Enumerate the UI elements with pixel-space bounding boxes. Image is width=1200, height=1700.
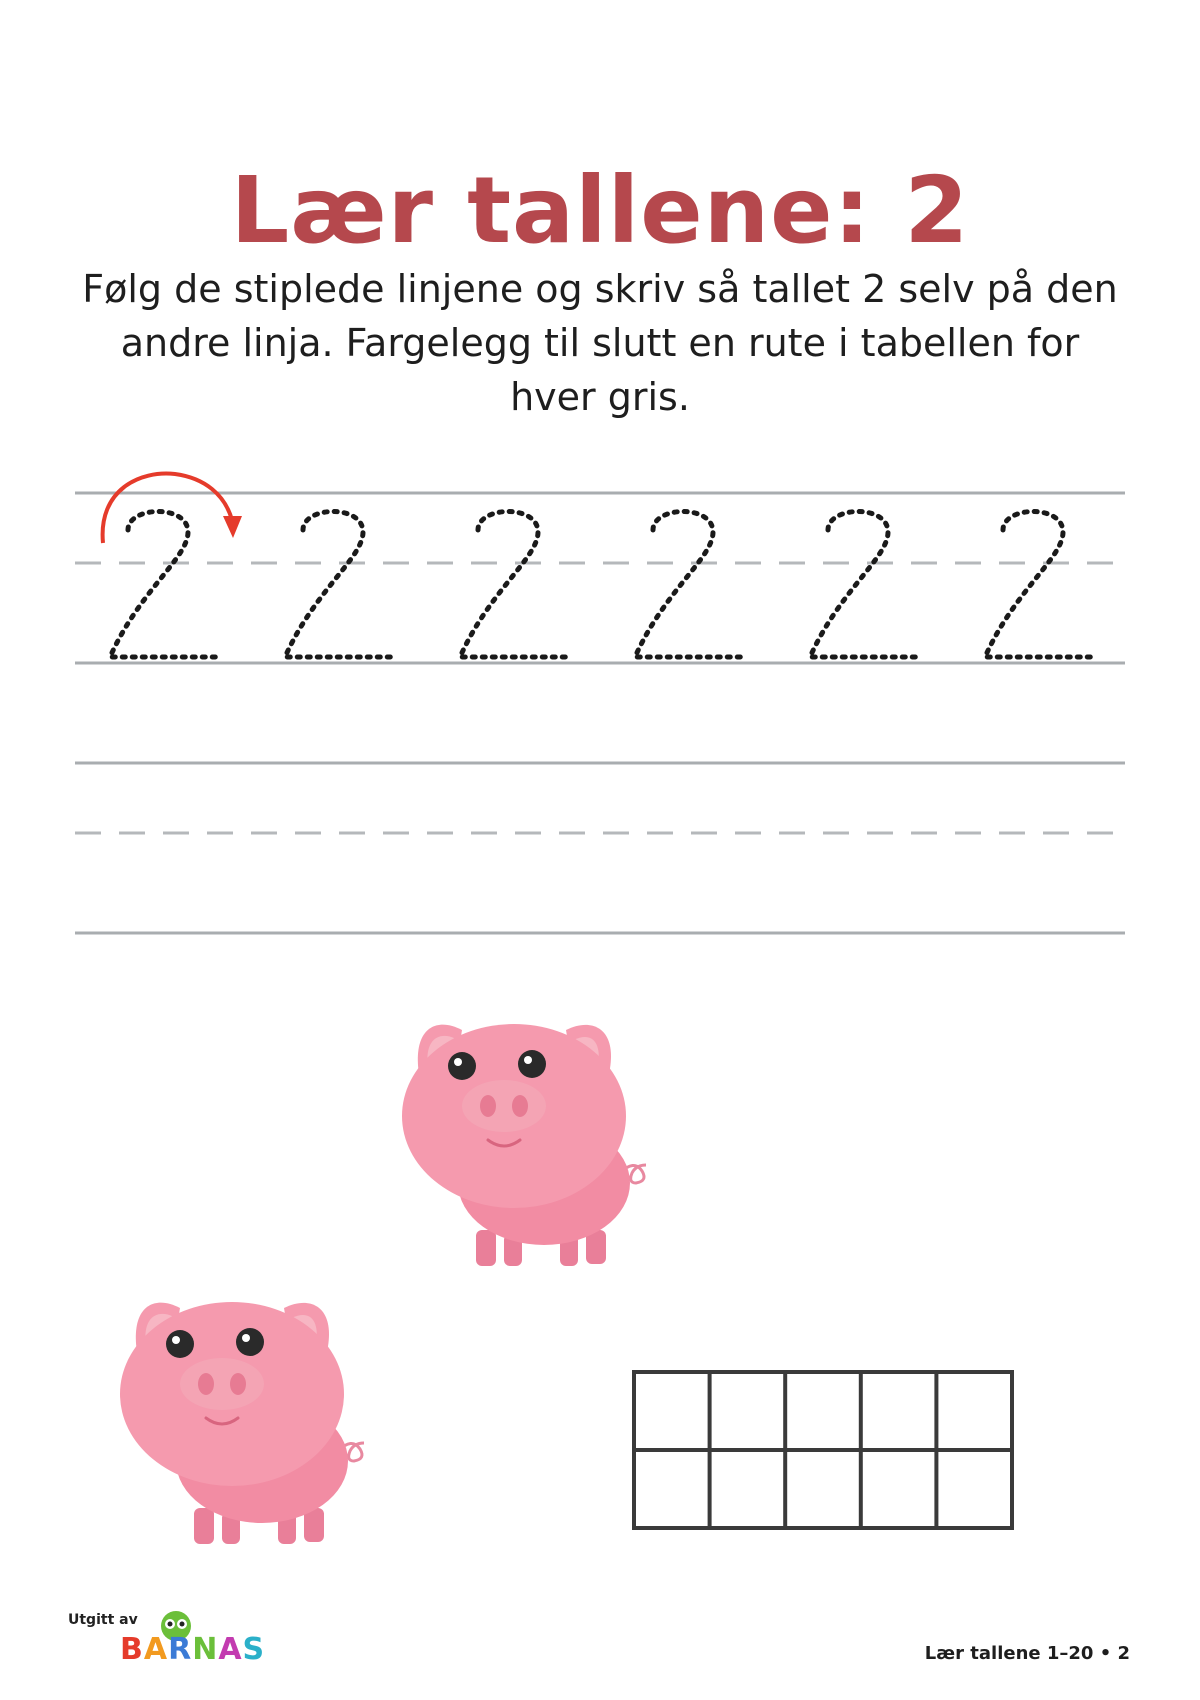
trace-digit-2	[635, 512, 745, 658]
trace-digit-2	[985, 512, 1095, 658]
trace-digit-2	[810, 512, 920, 658]
publisher-logo	[68, 1608, 268, 1668]
page-title: Lær tallene: 2	[230, 156, 970, 264]
stroke-direction-arrow-icon	[103, 474, 242, 543]
instructions-text: Følg de stiplede linjene og skriv så tallet 2 selv på den andre linja. Fargelegg til slutt en rute i tabellen for hver gris.	[82, 267, 1118, 419]
pig-illustration-2	[120, 1302, 364, 1544]
pig-illustration-1	[402, 1024, 646, 1266]
trace-digit-2	[110, 512, 220, 658]
publisher-brand: BARNAS	[120, 1632, 266, 1667]
trace-digit-2	[460, 512, 570, 658]
page-label: Lær tallene 1–20 • 2	[924, 1643, 1130, 1664]
count-grid[interactable]	[634, 1372, 1012, 1528]
publisher-prefix: Utgitt av	[68, 1612, 138, 1628]
trace-digit-2	[285, 512, 395, 658]
